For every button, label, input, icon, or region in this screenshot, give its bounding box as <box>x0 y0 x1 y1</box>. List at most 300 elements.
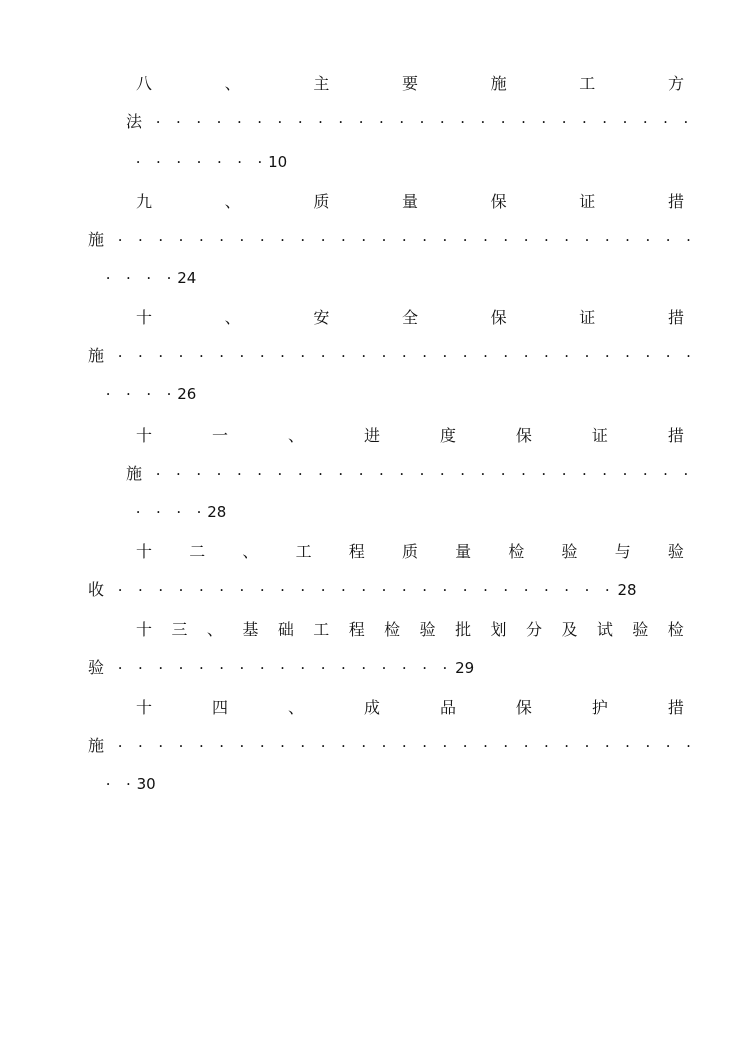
toc-entry-continuation[interactable] <box>0 656 744 680</box>
leader-dot: · <box>198 737 204 755</box>
leader-dot: · <box>543 737 549 755</box>
toc-title-char: 础 <box>277 620 294 639</box>
leader-dot: · <box>297 465 303 483</box>
toc-title-char: 措 <box>667 698 684 717</box>
leader-dot: · <box>642 113 648 131</box>
leader-dot: · <box>219 581 225 599</box>
leader-dot: · <box>462 231 468 249</box>
leader-dot: · <box>483 347 488 365</box>
toc-title-char: 证 <box>579 192 596 211</box>
leader-dot: · <box>561 113 567 131</box>
toc-title-char: 三 <box>171 620 188 639</box>
leader-dot: · <box>381 659 387 677</box>
toc-dot-leader <box>110 344 699 368</box>
leader-dot: · <box>117 737 123 755</box>
leader-dot: · <box>236 113 242 131</box>
leader-dot: · <box>176 465 181 483</box>
toc-title-char: 、 <box>242 542 259 561</box>
toc-title-char: 质 <box>313 192 330 211</box>
leader-dot: · <box>138 231 143 249</box>
leader-dot: · <box>158 347 164 365</box>
toc-title-char: 检 <box>508 542 525 561</box>
leader-dot: · <box>602 113 608 131</box>
leader-dot: · <box>399 113 405 131</box>
leader-dot: · <box>361 659 367 677</box>
leader-dot: · <box>358 113 364 131</box>
toc-title-char: 质 <box>401 542 418 561</box>
leader-dot: · <box>381 231 387 249</box>
leader-dot: · <box>138 659 143 677</box>
leader-dot: · <box>381 737 387 755</box>
toc-dot-leader <box>148 462 696 486</box>
toc-title-char: 施 <box>490 74 507 93</box>
leader-dot: · <box>338 465 344 483</box>
leader-dot: · <box>401 659 407 677</box>
leader-dot: · <box>280 659 285 677</box>
toc-dot-leader <box>110 656 455 680</box>
leader-dot: · <box>280 581 285 599</box>
toc-entry-last-char: 施 <box>126 464 143 483</box>
leader-dot: · <box>665 347 671 365</box>
leader-dot: · <box>503 347 509 365</box>
toc-title-char: 安 <box>313 308 330 327</box>
leader-dot: · <box>178 231 184 249</box>
leader-dot: · <box>379 113 384 131</box>
leader-dot: · <box>320 231 326 249</box>
leader-dot: · <box>381 581 387 599</box>
leader-dot: · <box>219 347 225 365</box>
leader-dot: · <box>257 465 263 483</box>
leader-dot: · <box>259 347 265 365</box>
leader-dot: · <box>665 737 671 755</box>
leader-dot: · <box>198 659 204 677</box>
leader-dot: · <box>462 347 468 365</box>
toc-title-char: 检 <box>384 620 401 639</box>
leader-dot: · <box>361 231 367 249</box>
leader-dot: · <box>320 347 326 365</box>
toc-title-char: 十 <box>136 620 153 639</box>
leader-dot: · <box>300 737 306 755</box>
leader-dot: · <box>442 737 448 755</box>
leader-dot: · <box>198 581 204 599</box>
toc-title-char: 基 <box>242 620 259 639</box>
toc-title-char: 、 <box>287 426 304 445</box>
leader-dot: · <box>138 347 143 365</box>
leader-dot: · <box>318 113 323 131</box>
leader-dot: · <box>584 231 590 249</box>
leader-dot: · <box>480 465 486 483</box>
leader-dot: · <box>622 113 628 131</box>
leader-dot: · <box>399 465 405 483</box>
leader-dot: · <box>645 737 651 755</box>
leader-dot: · <box>401 231 407 249</box>
leader-dot: · <box>604 347 610 365</box>
leader-dot: · <box>358 465 364 483</box>
leader-dot: · <box>117 231 123 249</box>
leader-dot: · <box>216 465 222 483</box>
leader-dot: · <box>503 737 509 755</box>
toc-title-char: 十 <box>136 308 153 327</box>
leader-dot: · <box>320 581 326 599</box>
leader-dot: · <box>500 465 506 483</box>
leader-dot: · <box>196 503 202 521</box>
toc-title-char: 验 <box>632 620 649 639</box>
leader-dot: · <box>604 581 610 599</box>
toc-entry-title[interactable] <box>136 696 684 720</box>
leader-dot: · <box>338 113 344 131</box>
leader-dot: · <box>198 231 204 249</box>
toc-title-char: 十 <box>136 542 153 561</box>
leader-dot: · <box>196 465 202 483</box>
toc-page-number: 28 <box>207 503 227 521</box>
leader-dot: · <box>483 737 488 755</box>
toc-title-char: 要 <box>401 74 418 93</box>
leader-dot: · <box>503 581 509 599</box>
leader-dot: · <box>300 581 306 599</box>
toc-page-number: 30 <box>136 775 156 793</box>
leader-dot: · <box>483 231 488 249</box>
leader-dot: · <box>521 113 526 131</box>
leader-dot: · <box>439 465 445 483</box>
toc-title-char: 工 <box>579 74 596 93</box>
leader-dot: · <box>543 581 549 599</box>
toc-title-char: 工 <box>313 620 330 639</box>
toc-entry-title[interactable] <box>136 72 684 96</box>
leader-dot: · <box>135 153 141 171</box>
leader-dot: · <box>158 737 164 755</box>
toc-entry-title[interactable] <box>136 540 684 564</box>
leader-dot: · <box>320 659 326 677</box>
toc-entry-last-char: 施 <box>88 736 105 755</box>
leader-dot: · <box>442 659 448 677</box>
toc-title-char: 保 <box>490 308 507 327</box>
leader-dot: · <box>523 347 529 365</box>
toc-title-char: 验 <box>667 542 684 561</box>
leader-dot: · <box>604 737 610 755</box>
leader-dot: · <box>105 385 111 403</box>
leader-dot: · <box>584 347 590 365</box>
leader-dot: · <box>117 659 123 677</box>
leader-dot: · <box>257 113 263 131</box>
leader-dot: · <box>126 385 131 403</box>
toc-title-char: 验 <box>561 542 578 561</box>
leader-dot: · <box>602 465 608 483</box>
toc-dot-leader <box>98 382 179 406</box>
leader-dot: · <box>155 465 161 483</box>
leader-dot: · <box>158 581 164 599</box>
leader-dot: · <box>176 153 182 171</box>
leader-dot: · <box>198 347 204 365</box>
toc-title-char: 十 <box>136 426 153 445</box>
toc-entry-continuation[interactable] <box>0 344 744 368</box>
toc-title-char: 验 <box>419 620 436 639</box>
leader-dot: · <box>166 385 172 403</box>
leader-dot: · <box>622 465 628 483</box>
leader-dot: · <box>665 231 671 249</box>
leader-dot: · <box>341 231 346 249</box>
leader-dot: · <box>259 659 265 677</box>
leader-dot: · <box>683 465 689 483</box>
leader-dot: · <box>361 737 367 755</box>
leader-dot: · <box>158 231 164 249</box>
leader-dot: · <box>543 347 549 365</box>
toc-title-char: 措 <box>667 192 684 211</box>
leader-dot: · <box>341 581 346 599</box>
leader-dot: · <box>146 269 152 287</box>
toc-entry-title[interactable] <box>136 306 684 330</box>
leader-dot: · <box>178 659 184 677</box>
leader-dot: · <box>561 465 567 483</box>
toc-page-number: 29 <box>455 659 475 677</box>
toc-title-char: 保 <box>515 426 532 445</box>
leader-dot: · <box>300 347 306 365</box>
toc-title-char: 、 <box>224 74 241 93</box>
toc-entry-continuation[interactable] <box>0 462 744 486</box>
leader-dot: · <box>216 153 222 171</box>
leader-dot: · <box>178 737 184 755</box>
leader-dot: · <box>663 113 668 131</box>
leader-dot: · <box>401 581 407 599</box>
leader-dot: · <box>105 269 111 287</box>
toc-entry-continuation[interactable] <box>0 578 744 602</box>
toc-title-char: 一 <box>211 426 228 445</box>
toc-title-char: 与 <box>614 542 631 561</box>
toc-title-char: 进 <box>363 426 380 445</box>
toc-title-char: 主 <box>313 74 330 93</box>
toc-title-char: 、 <box>287 698 304 717</box>
leader-dot: · <box>500 113 506 131</box>
toc-title-char: 十 <box>136 698 153 717</box>
toc-page-number: 28 <box>617 581 637 599</box>
leader-dot: · <box>320 737 326 755</box>
leader-dot: · <box>135 503 141 521</box>
leader-dot: · <box>584 581 590 599</box>
leader-dot: · <box>196 113 202 131</box>
toc-entry-title[interactable] <box>136 618 684 642</box>
toc-title-char: 八 <box>136 74 153 93</box>
toc-entry-continuation[interactable] <box>0 228 744 252</box>
toc-entry-last-char: 验 <box>88 658 105 677</box>
toc-entry-title[interactable] <box>136 424 684 448</box>
toc-dot-leader <box>128 500 209 524</box>
leader-dot: · <box>259 737 265 755</box>
toc-title-char: 量 <box>401 192 418 211</box>
toc-title-char: 成 <box>363 698 380 717</box>
toc-entry-last-char: 施 <box>88 230 105 249</box>
toc-dot-leader <box>128 150 270 174</box>
toc-title-char: 检 <box>667 620 684 639</box>
leader-dot: · <box>462 581 468 599</box>
leader-dot: · <box>523 737 529 755</box>
toc-title-char: 批 <box>455 620 472 639</box>
leader-dot: · <box>196 153 202 171</box>
toc-title-char: 量 <box>455 542 472 561</box>
leader-dot: · <box>564 581 570 599</box>
leader-dot: · <box>401 347 407 365</box>
toc-title-char: 全 <box>401 308 418 327</box>
toc-page-number: 26 <box>177 385 197 403</box>
toc-entry-last-char: 法 <box>126 112 143 131</box>
leader-dot: · <box>625 347 630 365</box>
toc-title-char: 九 <box>136 192 153 211</box>
leader-dot: · <box>460 465 465 483</box>
leader-dot: · <box>361 347 367 365</box>
leader-dot: · <box>138 737 143 755</box>
toc-entry-page-line[interactable] <box>0 266 744 290</box>
toc-page-number: 24 <box>177 269 197 287</box>
leader-dot: · <box>523 581 529 599</box>
leader-dot: · <box>239 347 245 365</box>
toc-entry-continuation[interactable] <box>0 734 744 758</box>
toc-title-char: 证 <box>591 426 608 445</box>
leader-dot: · <box>178 347 184 365</box>
leader-dot: · <box>686 347 691 365</box>
leader-dot: · <box>237 153 243 171</box>
leader-dot: · <box>581 465 587 483</box>
leader-dot: · <box>581 113 587 131</box>
leader-dot: · <box>178 581 184 599</box>
leader-dot: · <box>341 737 346 755</box>
leader-dot: · <box>381 347 387 365</box>
leader-dot: · <box>158 659 164 677</box>
leader-dot: · <box>259 231 265 249</box>
leader-dot: · <box>239 737 245 755</box>
leader-dot: · <box>503 231 509 249</box>
toc-title-char: 二 <box>189 542 206 561</box>
toc-title-char: 、 <box>206 620 223 639</box>
leader-dot: · <box>156 153 161 171</box>
leader-dot: · <box>480 113 486 131</box>
leader-dot: · <box>663 465 668 483</box>
leader-dot: · <box>216 113 222 131</box>
toc-title-char: 护 <box>591 698 608 717</box>
leader-dot: · <box>442 347 448 365</box>
leader-dot: · <box>341 347 346 365</box>
leader-dot: · <box>176 113 181 131</box>
toc-title-char: 证 <box>579 308 596 327</box>
leader-dot: · <box>300 231 306 249</box>
leader-dot: · <box>280 231 285 249</box>
leader-dot: · <box>297 113 303 131</box>
leader-dot: · <box>117 581 123 599</box>
leader-dot: · <box>126 775 131 793</box>
leader-dot: · <box>138 581 143 599</box>
toc-entry-page-line[interactable] <box>0 382 744 406</box>
toc-title-char: 保 <box>490 192 507 211</box>
leader-dot: · <box>483 581 488 599</box>
leader-dot: · <box>686 737 691 755</box>
leader-dot: · <box>422 347 427 365</box>
toc-dot-leader <box>98 772 139 796</box>
leader-dot: · <box>645 231 651 249</box>
leader-dot: · <box>176 503 182 521</box>
leader-dot: · <box>521 465 526 483</box>
leader-dot: · <box>318 465 323 483</box>
leader-dot: · <box>300 659 306 677</box>
leader-dot: · <box>280 737 285 755</box>
toc-title-char: 品 <box>439 698 456 717</box>
toc-dot-leader <box>110 734 699 758</box>
leader-dot: · <box>146 385 152 403</box>
leader-dot: · <box>219 659 225 677</box>
toc-title-char: 、 <box>224 308 241 327</box>
leader-dot: · <box>604 231 610 249</box>
leader-dot: · <box>361 581 367 599</box>
toc-title-char: 保 <box>515 698 532 717</box>
leader-dot: · <box>564 347 570 365</box>
leader-dot: · <box>117 347 123 365</box>
toc-entry-title[interactable] <box>136 190 684 214</box>
toc-title-char: 四 <box>211 698 228 717</box>
leader-dot: · <box>155 113 161 131</box>
leader-dot: · <box>401 737 407 755</box>
leader-dot: · <box>277 465 283 483</box>
leader-dot: · <box>422 231 427 249</box>
leader-dot: · <box>442 231 448 249</box>
leader-dot: · <box>686 231 691 249</box>
toc-entry-page-line[interactable] <box>0 150 744 174</box>
leader-dot: · <box>379 465 384 483</box>
leader-dot: · <box>341 659 346 677</box>
leader-dot: · <box>645 347 651 365</box>
toc-page-number: 10 <box>268 153 288 171</box>
leader-dot: · <box>422 737 427 755</box>
toc-title-char: 度 <box>439 426 456 445</box>
toc-title-char: 分 <box>525 620 542 639</box>
leader-dot: · <box>564 231 570 249</box>
toc-dot-leader <box>110 578 617 602</box>
toc-entry-last-char: 收 <box>88 580 105 599</box>
toc-title-char: 及 <box>561 620 578 639</box>
toc-title-char: 措 <box>667 426 684 445</box>
leader-dot: · <box>584 737 590 755</box>
toc-title-char: 方 <box>667 74 684 93</box>
leader-dot: · <box>236 465 242 483</box>
leader-dot: · <box>642 465 648 483</box>
leader-dot: · <box>419 465 425 483</box>
toc-entry-page-line[interactable] <box>0 500 744 524</box>
leader-dot: · <box>564 737 570 755</box>
leader-dot: · <box>166 269 172 287</box>
leader-dot: · <box>460 113 465 131</box>
leader-dot: · <box>541 113 547 131</box>
leader-dot: · <box>462 737 468 755</box>
leader-dot: · <box>239 581 245 599</box>
toc-title-char: 程 <box>348 542 365 561</box>
toc-entry-page-line[interactable] <box>0 772 744 796</box>
leader-dot: · <box>419 113 425 131</box>
leader-dot: · <box>105 775 111 793</box>
leader-dot: · <box>683 113 689 131</box>
toc-title-char: 划 <box>490 620 507 639</box>
toc-title-char: 工 <box>295 542 312 561</box>
toc-title-char: 、 <box>224 192 241 211</box>
leader-dot: · <box>625 737 630 755</box>
leader-dot: · <box>543 231 549 249</box>
toc-entry-continuation[interactable] <box>0 110 744 134</box>
leader-dot: · <box>422 581 427 599</box>
leader-dot: · <box>523 231 529 249</box>
toc-title-char: 措 <box>667 308 684 327</box>
leader-dot: · <box>277 113 283 131</box>
toc-title-char: 程 <box>348 620 365 639</box>
leader-dot: · <box>259 581 265 599</box>
leader-dot: · <box>280 347 285 365</box>
leader-dot: · <box>442 581 448 599</box>
toc-title-char: 试 <box>596 620 613 639</box>
leader-dot: · <box>257 153 263 171</box>
leader-dot: · <box>219 231 225 249</box>
